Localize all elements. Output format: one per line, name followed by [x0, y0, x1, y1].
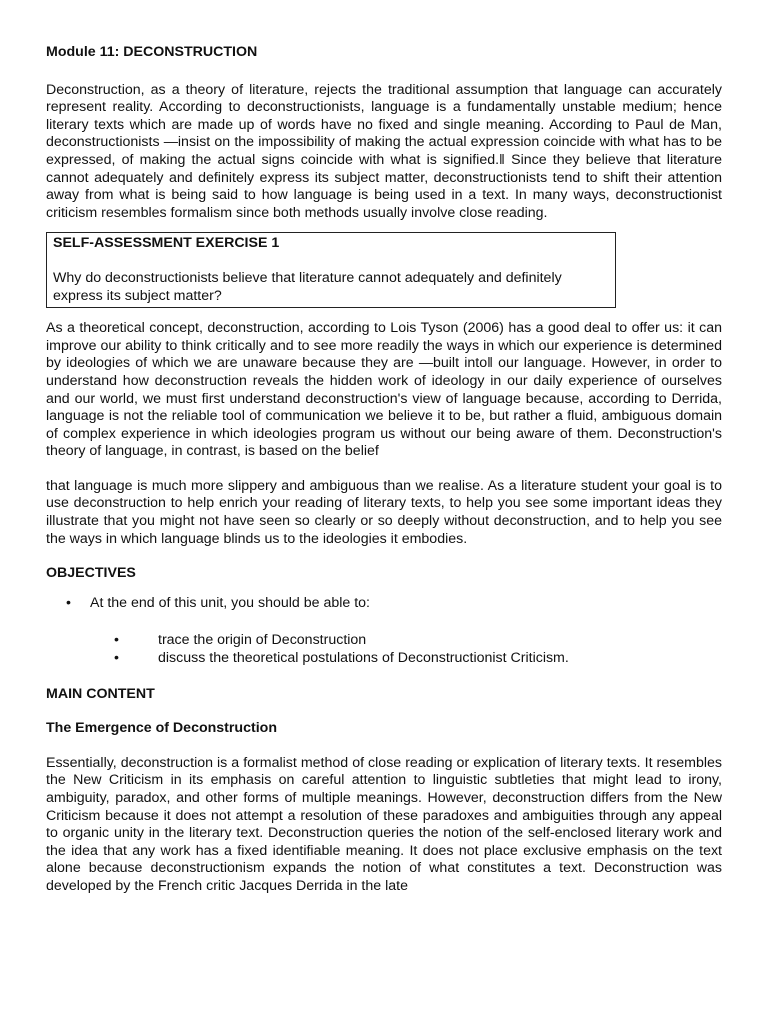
emergence-paragraph: Essentially, deconstruction is a formalist method of close reading or explication of literary texts. It resembles the New Criticism in its emphasis on careful attention to linguistic subtleties that might lead to irony, ambiguity, paradox, and other forms of multiple meanings. However, deconstruction differs from the New Criticism because it does not attempt a resolution of these paradoxes and ambiguities through any appeal to organic unity in the literary text. Deconstruction queries the notion of the self-enclosed literary work and the idea that any work has a fixed identifiable meaning. It does not place exclusive emphasis on the text alone because deconstructionism expands the notion of what constitutes a text. Deconstruction was developed by the French critic Jacques Derrida in the late — [46, 754, 722, 894]
self-assessment-question: Why do deconstructionists believe that literature cannot adequately and definitely express its subject matter? — [53, 269, 562, 304]
main-content-heading: MAIN CONTENT — [46, 685, 155, 702]
objectives-list — [46, 632, 722, 667]
objective-text: discuss the theoretical postulations of Deconstructionist Criticism. — [158, 650, 569, 667]
objectives-intro: At the end of this unit, you should be able to: — [90, 594, 371, 611]
bullet-icon: • — [114, 650, 119, 667]
bullet-icon: • — [114, 632, 119, 649]
list-item — [114, 632, 722, 650]
objective-text: trace the origin of Deconstruction — [158, 632, 367, 649]
intro-paragraph: Deconstruction, as a theory of literature, rejects the traditional assumption that language can accurately represent reality. According to deconstructionists, language is a fundamentally unstable medium; hence literary texts which are made up of words have no fixed and single meaning. According to Paul de Man, deconstructionists ―insist on the impossibility of making the actual expression coincide with what has to be expressed, of making the actual signs coincide with what is signified.‖ Since they believe that literature cannot adequately and definitely express its subject matter, deconstructionists tend to shift their attention away from what is being said to how language is being used in a text. In many ways, deconstructionist criticism resembles formalism since both methods usually involve close reading. — [46, 81, 722, 221]
document-page — [46, 44, 722, 896]
paragraph-2: As a theoretical concept, deconstruction, according to Lois Tyson (2006) has a good deal to offer us: it can improve our ability to think critically and to see more readily the ways in which our experience is determined by ideologies of which we are unaware because they are ―built into‖ our language. However, in order to understand how deconstruction reveals the hidden work of ideology in our daily experience of ourselves and our world, we must first understand deconstruction's view of language because, according to Derrida, language is not the reliable tool of communication we believe it to be, but rather a fluid, ambiguous domain of complex experience in which ideologies program us without our being aware of them. Deconstruction's theory of language, in contrast, is based on the belief — [46, 320, 722, 460]
list-item — [114, 650, 722, 668]
module-title: Module 11: DECONSTRUCTION — [46, 44, 258, 60]
objectives-intro-item — [46, 595, 722, 613]
self-assessment-heading: SELF-ASSESSMENT EXERCISE 1 — [53, 235, 280, 252]
self-assessment-box — [46, 232, 616, 308]
emergence-heading: The Emergence of Deconstruction — [46, 720, 277, 737]
bullet-icon: • — [66, 594, 71, 611]
paragraph-3: that language is much more slippery and ambiguous than we realise. As a literature student your goal is to use deconstruction to help enrich your reading of literary texts, to help you see some important ideas they illustrate that you might not have seen so clearly or so deeply without deconstruction, and to help you see the ways in which language blinds us to the ideologies it embodies. — [46, 477, 722, 547]
objectives-heading: OBJECTIVES — [46, 565, 136, 582]
